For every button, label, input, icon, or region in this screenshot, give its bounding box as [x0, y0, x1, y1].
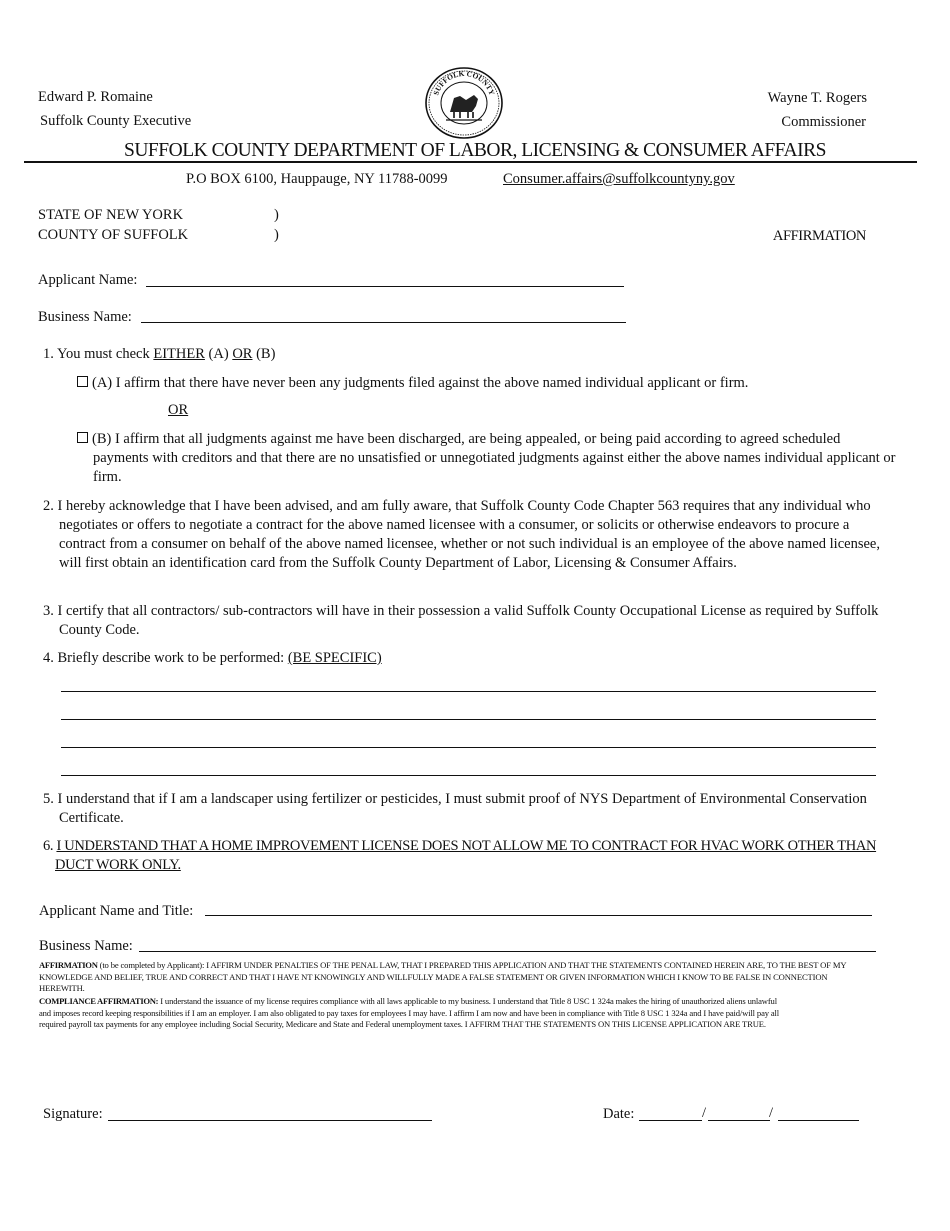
department-name: SUFFOLK COUNTY DEPARTMENT OF LABOR, LICENSING & CONSUMER AFFAIRS [124, 140, 826, 161]
date-day-field[interactable] [708, 1120, 770, 1121]
date-month-field[interactable] [639, 1120, 702, 1121]
option-b: (B) I affirm that all judgments against me have been discharged, are being appealed, or being paid according to agreed scheduled payments with creditors and that there are no unsatisfied or unnegotiated judgments against either the above names individual applicant or firm. [77, 430, 896, 487]
footer-business-name-field[interactable] [139, 951, 876, 952]
work-description-line[interactable] [61, 747, 876, 748]
date-separator: / [702, 1105, 707, 1121]
applicant-name-label: Applicant Name: [38, 272, 138, 288]
compliance-affirmation-text: COMPLIANCE AFFIRMATION: I understand the issuance of my license requires compliance with all laws applicable to my business. I understand that Title 8 USC 1 324a makes the hiring of unauthorized aliens unlawful and imposes record keeping responsibilities if I am an employer. I am also obligated to pay taxes for employees I may have. I affirm I am now and have been in compliance with Title 8 USC 1 324a and I have paid/will pay all required payroll tax payments for any employee including Social Security, Medicare and State and Federal unemployment taxes. I AFFIRM THAT THE STATEMENTS ON THIS LICENSE APPLICATION ARE TRUE. [39, 996, 780, 1030]
signature-label: Signature: [43, 1106, 103, 1122]
item-3: 3. I certify that all contractors/ sub-contractors will have in their possession a valid Suffolk County Occupational License as required by Suffolk County Code. [43, 603, 879, 638]
work-description-line[interactable] [61, 775, 876, 776]
option-a: (A) I affirm that there have never been any judgments filed against the above named individual applicant or firm. [77, 374, 877, 393]
executive-name: Edward P. Romaine [38, 89, 153, 105]
item-4: 4. Briefly describe work to be performed: (BE SPECIFIC) [43, 650, 382, 666]
item-1: 1. You must check EITHER (A) OR (B) [43, 346, 276, 362]
work-description-line[interactable] [61, 719, 876, 720]
email-link[interactable]: Consumer.affairs@suffolkcountyny.gov [503, 171, 735, 187]
seal-text: SUFFOLK COUNTY [431, 68, 497, 97]
venue-state: STATE OF NEW YORK [38, 207, 184, 223]
executive-title: Suffolk County Executive [40, 113, 192, 129]
document-title: AFFIRMATION [772, 228, 866, 244]
footer-business-name-label: Business Name: [39, 938, 133, 954]
item-5: 5. I understand that if I am a landscaper using fertilizer or pesticides, I must submit proof of NYS Department of Environmental Conservation Certificate. [43, 791, 867, 826]
address: P.O BOX 6100, Hauppauge, NY 11788-0099 [186, 171, 448, 187]
commissioner-name: Wayne T. Rogers [767, 90, 867, 106]
date-label: Date: [603, 1106, 635, 1122]
applicant-title-label: Applicant Name and Title: [39, 903, 194, 919]
item-2: 2. I hereby acknowledge that I have been advised, and am fully aware, that Suffolk County Code Chapter 563 requires that any individual who negotiates or offers to negotiate a contract for the above named licensee with a consumer, or solicits or otherwise endeavors to procure a contract from a consumer on behalf of the above named licensee, whether or not such individual is an employee of the above named licensee, will first obtain an identification card from the Suffolk County Department of Labor, Licensing & Consumer Affairs. [43, 498, 880, 571]
commissioner-title: Commissioner [781, 114, 866, 130]
signature-field[interactable] [108, 1120, 432, 1121]
header-rule [24, 161, 917, 163]
svg-text:SUFFOLK COUNTY [431, 69, 497, 97]
business-name-field[interactable] [141, 322, 626, 323]
applicant-name-field[interactable] [146, 286, 624, 287]
venue-paren: ) [274, 227, 279, 243]
option-b-checkbox[interactable] [77, 432, 88, 443]
county-seal [424, 66, 504, 140]
or-label: OR [168, 402, 189, 418]
venue-paren: ) [274, 207, 279, 223]
item-6: 6. I UNDERSTAND THAT A HOME IMPROVEMENT LICENSE DOES NOT ALLOW ME TO CONTRACT FOR HVAC WORK OTHER THAN DUCT WORK ONLY. [43, 838, 877, 873]
applicant-title-field[interactable] [205, 915, 872, 916]
date-separator: / [769, 1105, 774, 1121]
option-a-checkbox[interactable] [77, 376, 88, 387]
affirmation-text: AFFIRMATION (to be completed by Applicant): I AFFIRM UNDER PENALTIES OF THE PENAL LAW, THAT I PREPARED THIS APPLICATION AND THAT THE STATEMENTS CONTAINED HEREIN ARE, TO THE BEST OF MY KNOWLEDGE AND BELIEF, TRUE AND CORRECT AND THAT I HAVE NT KNOWINGLY AND WILLFULLY MADE A FALSE STATEMENT OR GIVEN INFORMATION WHICH I KNOW TO BE FALSE IN CONNECTION HEREWITH. [39, 960, 847, 994]
venue-county: COUNTY OF SUFFOLK [38, 227, 189, 243]
date-year-field[interactable] [778, 1120, 859, 1121]
business-name-label: Business Name: [38, 309, 132, 325]
work-description-line[interactable] [61, 691, 876, 692]
